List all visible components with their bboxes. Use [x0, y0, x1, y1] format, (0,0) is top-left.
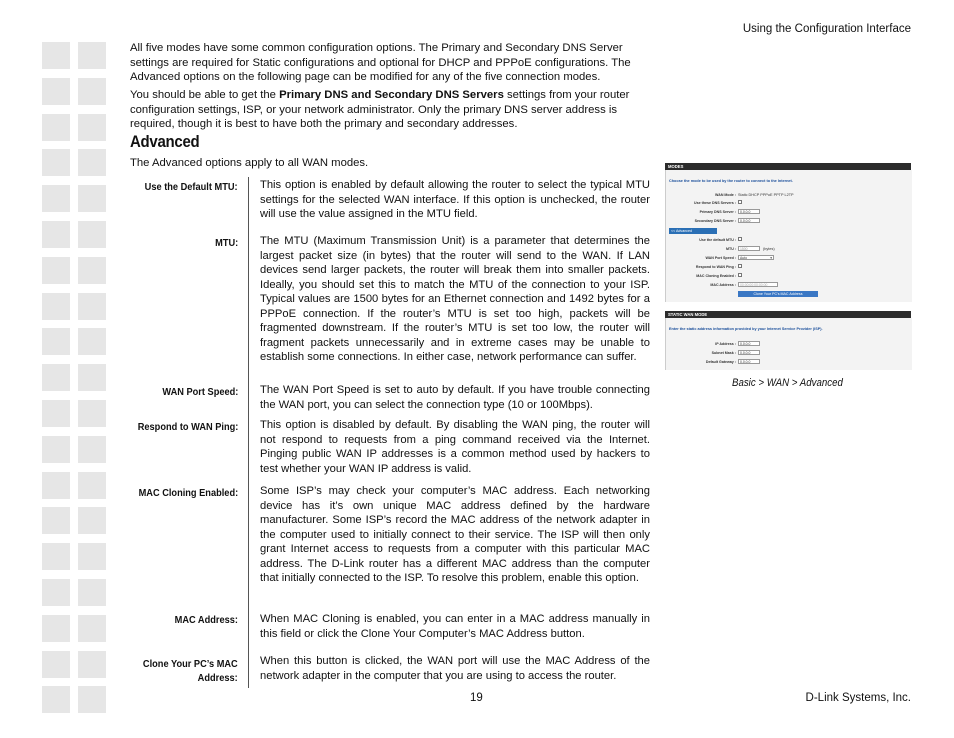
decorative-tile — [42, 221, 70, 248]
advanced-button[interactable]: << Advanced — [669, 228, 717, 234]
decorative-tile — [42, 436, 70, 463]
intro-paragraph-2: You should be able to get the Primary DNS and Secondary DNS Servers settings from your router configuration settings, ISP, or your network administrator. Only the primary DNS server address is required, though it is best to have both the primary and secondary addresses. — [130, 89, 630, 130]
desc-mac-cloning: Some ISP’s may check your computer’s MAC address. Each networking device has it’s own unique MAC address defined by the hardware manufacturer. Some ISP’s record the MAC address of the network adapter in the computer used to initially connect to their service. The ISP will then only grant Internet access to requests from a computer with this particular MAC address. The D-Link router has a different MAC address than the computer that initially connected to the ISP. To resolve this problem, enable this option. — [260, 485, 650, 584]
decorative-tile — [42, 651, 70, 678]
label-clone-mac: Clone Your PC’s MAC Address: — [143, 658, 238, 684]
decorative-tile — [42, 472, 70, 499]
desc-wan-port-speed: The WAN Port Speed is set to auto by default. If you have trouble connecting the WAN port, you can select the connection type (10 or 100Mbps). — [260, 384, 650, 411]
desc-clone-mac: When this button is clicked, the WAN port will use the MAC Address of the network adapter in the computer that you are using to access the router. — [260, 655, 650, 682]
static-description: Enter the static address information provided by your Internet Service Provider (ISP). — [669, 327, 823, 331]
desc-mtu: The MTU (Maximum Transmission Unit) is a parameter that determines the largest packet size (in bytes) that the router will send to the WAN. If LAN devices send larger packets, the router will break them into smaller packets. Ideally, you should set this to match the MTU of the connection to your ISP. Typical values are 1500 bytes for an Ethernet connection and 1492 bytes for a PPPoE connection. If the router’s MTU is set too high, packets will be fragmented downstream. If the router’s MTU is set too low, the router will fragment packets unnecessarily and in extreme cases may be unable to establish some connections. In either case, network performance can suffer. — [260, 235, 650, 363]
mac-cloning-label: MAC Cloning Enabled : — [696, 274, 736, 278]
wan-mode-label: WAN Mode : — [715, 193, 736, 197]
section-subtitle: The Advanced options apply to all WAN modes. — [130, 157, 369, 169]
ip-label: IP Address : — [715, 342, 736, 346]
decorative-tile — [42, 686, 70, 713]
desc-respond-wan-ping: This option is disabled by default. By disabling the WAN ping, the router will not respond to requests from a ping command received via the Internet. Pinging public WAN IP addresses is a common method used by hackers to test whether your WAN IP address is valid. — [260, 419, 650, 475]
label-mtu: MTU: — [214, 237, 238, 249]
decorative-tile — [78, 328, 106, 355]
decorative-tile — [78, 436, 106, 463]
intro-paragraph-1: All five modes have some common configuration options. The Primary and Secondary DNS Server settings are required for Static configurations and optional for DHCP and PPPoE configurations. The Advanced options on the following page can be modified for any of the five connection modes. — [130, 42, 631, 83]
ip-input[interactable]: 0.0.0.0 — [738, 341, 760, 346]
decorative-tile — [78, 651, 106, 678]
decorative-tile — [78, 579, 106, 606]
decorative-tile — [42, 579, 70, 606]
wan-mode-radios[interactable]: Static DHCP PPPoE PPTP L2TP — [738, 193, 794, 197]
decorative-tile — [42, 257, 70, 284]
label-mac-address: MAC Address: — [174, 614, 238, 626]
section-header: Using the Configuration Interface — [742, 23, 911, 35]
decorative-tile — [78, 472, 106, 499]
decorative-tile — [78, 185, 106, 212]
desc-mac-address: When MAC Cloning is enabled, you can enter in a MAC address manually in this field or click the Clone Your Computer’s MAC Address button. — [260, 613, 650, 640]
decorative-tile — [78, 78, 106, 105]
decorative-tile — [78, 507, 106, 534]
subnet-input[interactable]: 0.0.0.0 — [738, 350, 760, 355]
label-mac-cloning: MAC Cloning Enabled: — [138, 487, 238, 499]
decorative-tile — [42, 400, 70, 427]
primary-dns-label: Primary DNS Server : — [699, 210, 736, 214]
screenshot-caption: Basic > WAN > Advanced — [732, 377, 843, 389]
decorative-tile — [78, 364, 106, 391]
subnet-label: Subnet Mask : — [711, 351, 736, 355]
decorative-tile — [42, 293, 70, 320]
respond-ping-checkbox[interactable] — [738, 264, 742, 268]
decorative-tile — [78, 149, 106, 176]
use-dns-checkbox[interactable] — [738, 200, 742, 204]
default-mtu-checkbox[interactable] — [738, 237, 742, 241]
decorative-tile — [42, 543, 70, 570]
company-name: D-Link Systems, Inc. — [805, 692, 911, 704]
section-title: Advanced — [130, 132, 200, 151]
mtu-label: MTU : — [726, 247, 736, 251]
port-speed-label: WAN Port Speed : — [705, 256, 736, 260]
decorative-tile — [42, 42, 70, 69]
mac-cloning-checkbox[interactable] — [738, 273, 742, 277]
mtu-input[interactable]: 1500 — [738, 246, 760, 251]
column-divider — [248, 177, 249, 688]
respond-ping-label: Respond to WAN Ping : — [695, 265, 736, 269]
gateway-label: Default Gateway : — [705, 360, 736, 364]
page-number: 19 — [470, 692, 483, 704]
decorative-tile — [42, 615, 70, 642]
decorative-tile — [78, 221, 106, 248]
secondary-dns-label: Secondary DNS Server : — [694, 219, 736, 223]
chevron-down-icon: ▾ — [770, 256, 772, 260]
default-mtu-label: Use the default MTU : — [699, 238, 736, 242]
decorative-tile — [42, 149, 70, 176]
decorative-tile — [78, 42, 106, 69]
gateway-input[interactable]: 0.0.0.0 — [738, 359, 760, 364]
use-dns-label: Use these DNS Servers : — [694, 201, 736, 205]
decorative-tile — [78, 543, 106, 570]
decorative-tile — [42, 328, 70, 355]
mtu-unit: (bytes) — [763, 247, 775, 251]
decorative-tile — [78, 615, 106, 642]
decorative-tile — [78, 686, 106, 713]
label-wan-port-speed: WAN Port Speed: — [162, 386, 238, 398]
decorative-tile — [42, 364, 70, 391]
router-screenshot — [665, 163, 911, 375]
decorative-tile — [42, 507, 70, 534]
label-use-default-mtu: Use the Default MTU: — [145, 181, 238, 193]
decorative-tile — [78, 114, 106, 141]
modes-panel — [665, 170, 912, 302]
static-wan-panel — [665, 318, 912, 370]
clone-mac-button[interactable]: Clone Your PC's MAC Address — [738, 291, 818, 297]
decorative-tile — [42, 78, 70, 105]
static-wan-header: STATIC WAN MODE — [665, 311, 911, 318]
secondary-dns-input[interactable]: 0.0.0.0 — [738, 218, 760, 223]
port-speed-select[interactable]: Auto ▾ — [740, 256, 772, 260]
mac-address-label: MAC Address : — [710, 283, 736, 287]
decorative-tile — [78, 400, 106, 427]
label-respond-wan-ping: Respond to WAN Ping: — [137, 421, 238, 433]
decorative-tile — [78, 293, 106, 320]
decorative-tile — [78, 257, 106, 284]
decorative-tile — [42, 185, 70, 212]
desc-use-default-mtu: This option is enabled by default allowing the router to select the typical MTU settings for the selected WAN interface. If this option is unchecked, the router will use the value assigned in the MTU field. — [260, 179, 650, 220]
modes-description: Choose the mode to be used by the router to connect to the Internet. — [669, 179, 793, 183]
modes-header: MODES — [665, 163, 911, 170]
decorative-tile — [42, 114, 70, 141]
mac-address-input[interactable]: 00:00:00:00:00:00 — [738, 282, 778, 287]
primary-dns-input[interactable]: 0.0.0.0 — [738, 209, 760, 214]
